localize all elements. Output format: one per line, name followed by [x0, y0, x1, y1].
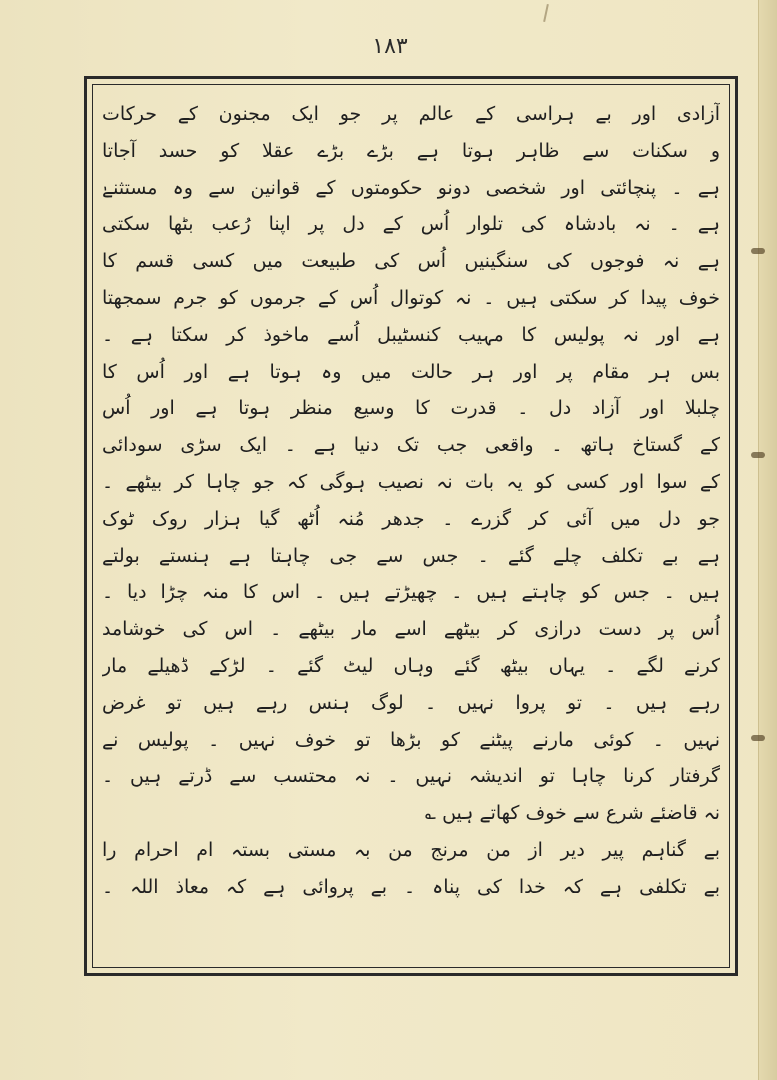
text-line: اُس پر دست درازی کر بیٹھے اسے مار بیٹھے ۔ اس کی خوشامد [102, 618, 720, 641]
page-binding-edge [758, 0, 777, 1080]
text-line: گرفتار کرنا چاہا تو اندیشہ نہیں ۔ نہ محتسب سے ڈرتے ہیں ۔ [102, 765, 720, 788]
text-line: کے گستاخ ہاتھ ۔ واقعی جب تک دنیا ہے ۔ ایک سڑی سودائی [102, 434, 720, 457]
text-line: ہے ۔ نہ بادشاہ کی تلوار اُس کے دل پر اپنا رُعب بٹھا سکتی [102, 213, 720, 236]
text-line: رہے ہیں ۔ تو پروا نہیں ۔ لوگ ہنس رہے ہیں تو غرض [102, 691, 720, 714]
text-line: خوف پیدا کر سکتی ہیں ۔ نہ کوتوال اُس کے جرموں کو جرم سمجھتا [102, 286, 720, 309]
text-line: آزادی اور بے ہراسی کے عالم پر جو ایک مجنون کے حرکات [102, 103, 720, 125]
text-line: ہے نہ فوجوں کی سنگینیں اُس کی طبیعت میں کسی قسم کا [102, 250, 720, 273]
text-line: ہے اور نہ پولیس کا مہیب کنسٹیبل اُسے ماخوذ کر سکتا ہے ۔ [102, 323, 720, 346]
verse-line: بے گناہم پیر دیر از من مرنج من بہ مستی بستہ ام احرام را [102, 838, 720, 861]
text-line: کے سوا اور کسی کو یہ بات نہ نصیب ہوگی کہ جو چاہا کر بیٹھے ۔ [102, 470, 720, 493]
text-line: نہ قاضئے شرع سے خوف کھاتے ہیں ؎ [424, 802, 720, 825]
binding-mark [751, 452, 765, 458]
text-line: بس ہر مقام پر اور ہر حالت میں وہ ہوتا ہے اور اُس کا [102, 360, 720, 383]
pencil-mark [543, 4, 549, 22]
body-text [102, 96, 720, 906]
text-line: نہیں ۔ کوئی مارنے پیٹنے کو بڑھا تو خوف نہیں ۔ پولیس نے [102, 728, 720, 751]
text-line: جو دل میں آئی کر گزرے ۔ جدھر مُنہ اُٹھ گیا ہزار روک ٹوک [102, 507, 720, 530]
binding-mark [751, 248, 765, 254]
text-line: ہے بے تکلف چلے گئے ۔ جس سے جی چاہتا ہے ہنستے بولتے [102, 544, 720, 567]
text-line: ہے ۔ پنچائتی اور شخصی دونو حکومتوں کے قوانین سے وہ مستثنےٰ [102, 176, 720, 199]
text-line: و سکنات سے ظاہر ہوتا ہے بڑے بڑے عقلا کو حسد آجاتا [102, 139, 720, 162]
text-line: کرنے لگے ۔ یہاں بیٹھ گئے وہاں لیٹ گئے ۔ لڑکے ڈھیلے مار [102, 654, 720, 677]
text-line: بے تکلفی ہے کہ خدا کی پناہ ۔ بے پروائی ہے کہ معاذ اللہ ۔ [102, 875, 720, 898]
text-line: ہیں ۔ جس کو چاہتے ہیں ۔ چھیڑتے ہیں ۔ اس کا منہ چڑا دیا ۔ [102, 581, 720, 604]
text-line: چلبلا اور آزاد دل ۔ قدرت کا وسیع منظر ہوتا ہے اور اُس [102, 397, 720, 420]
binding-mark [751, 735, 765, 741]
page-number: ۱۸۳ [372, 34, 408, 59]
